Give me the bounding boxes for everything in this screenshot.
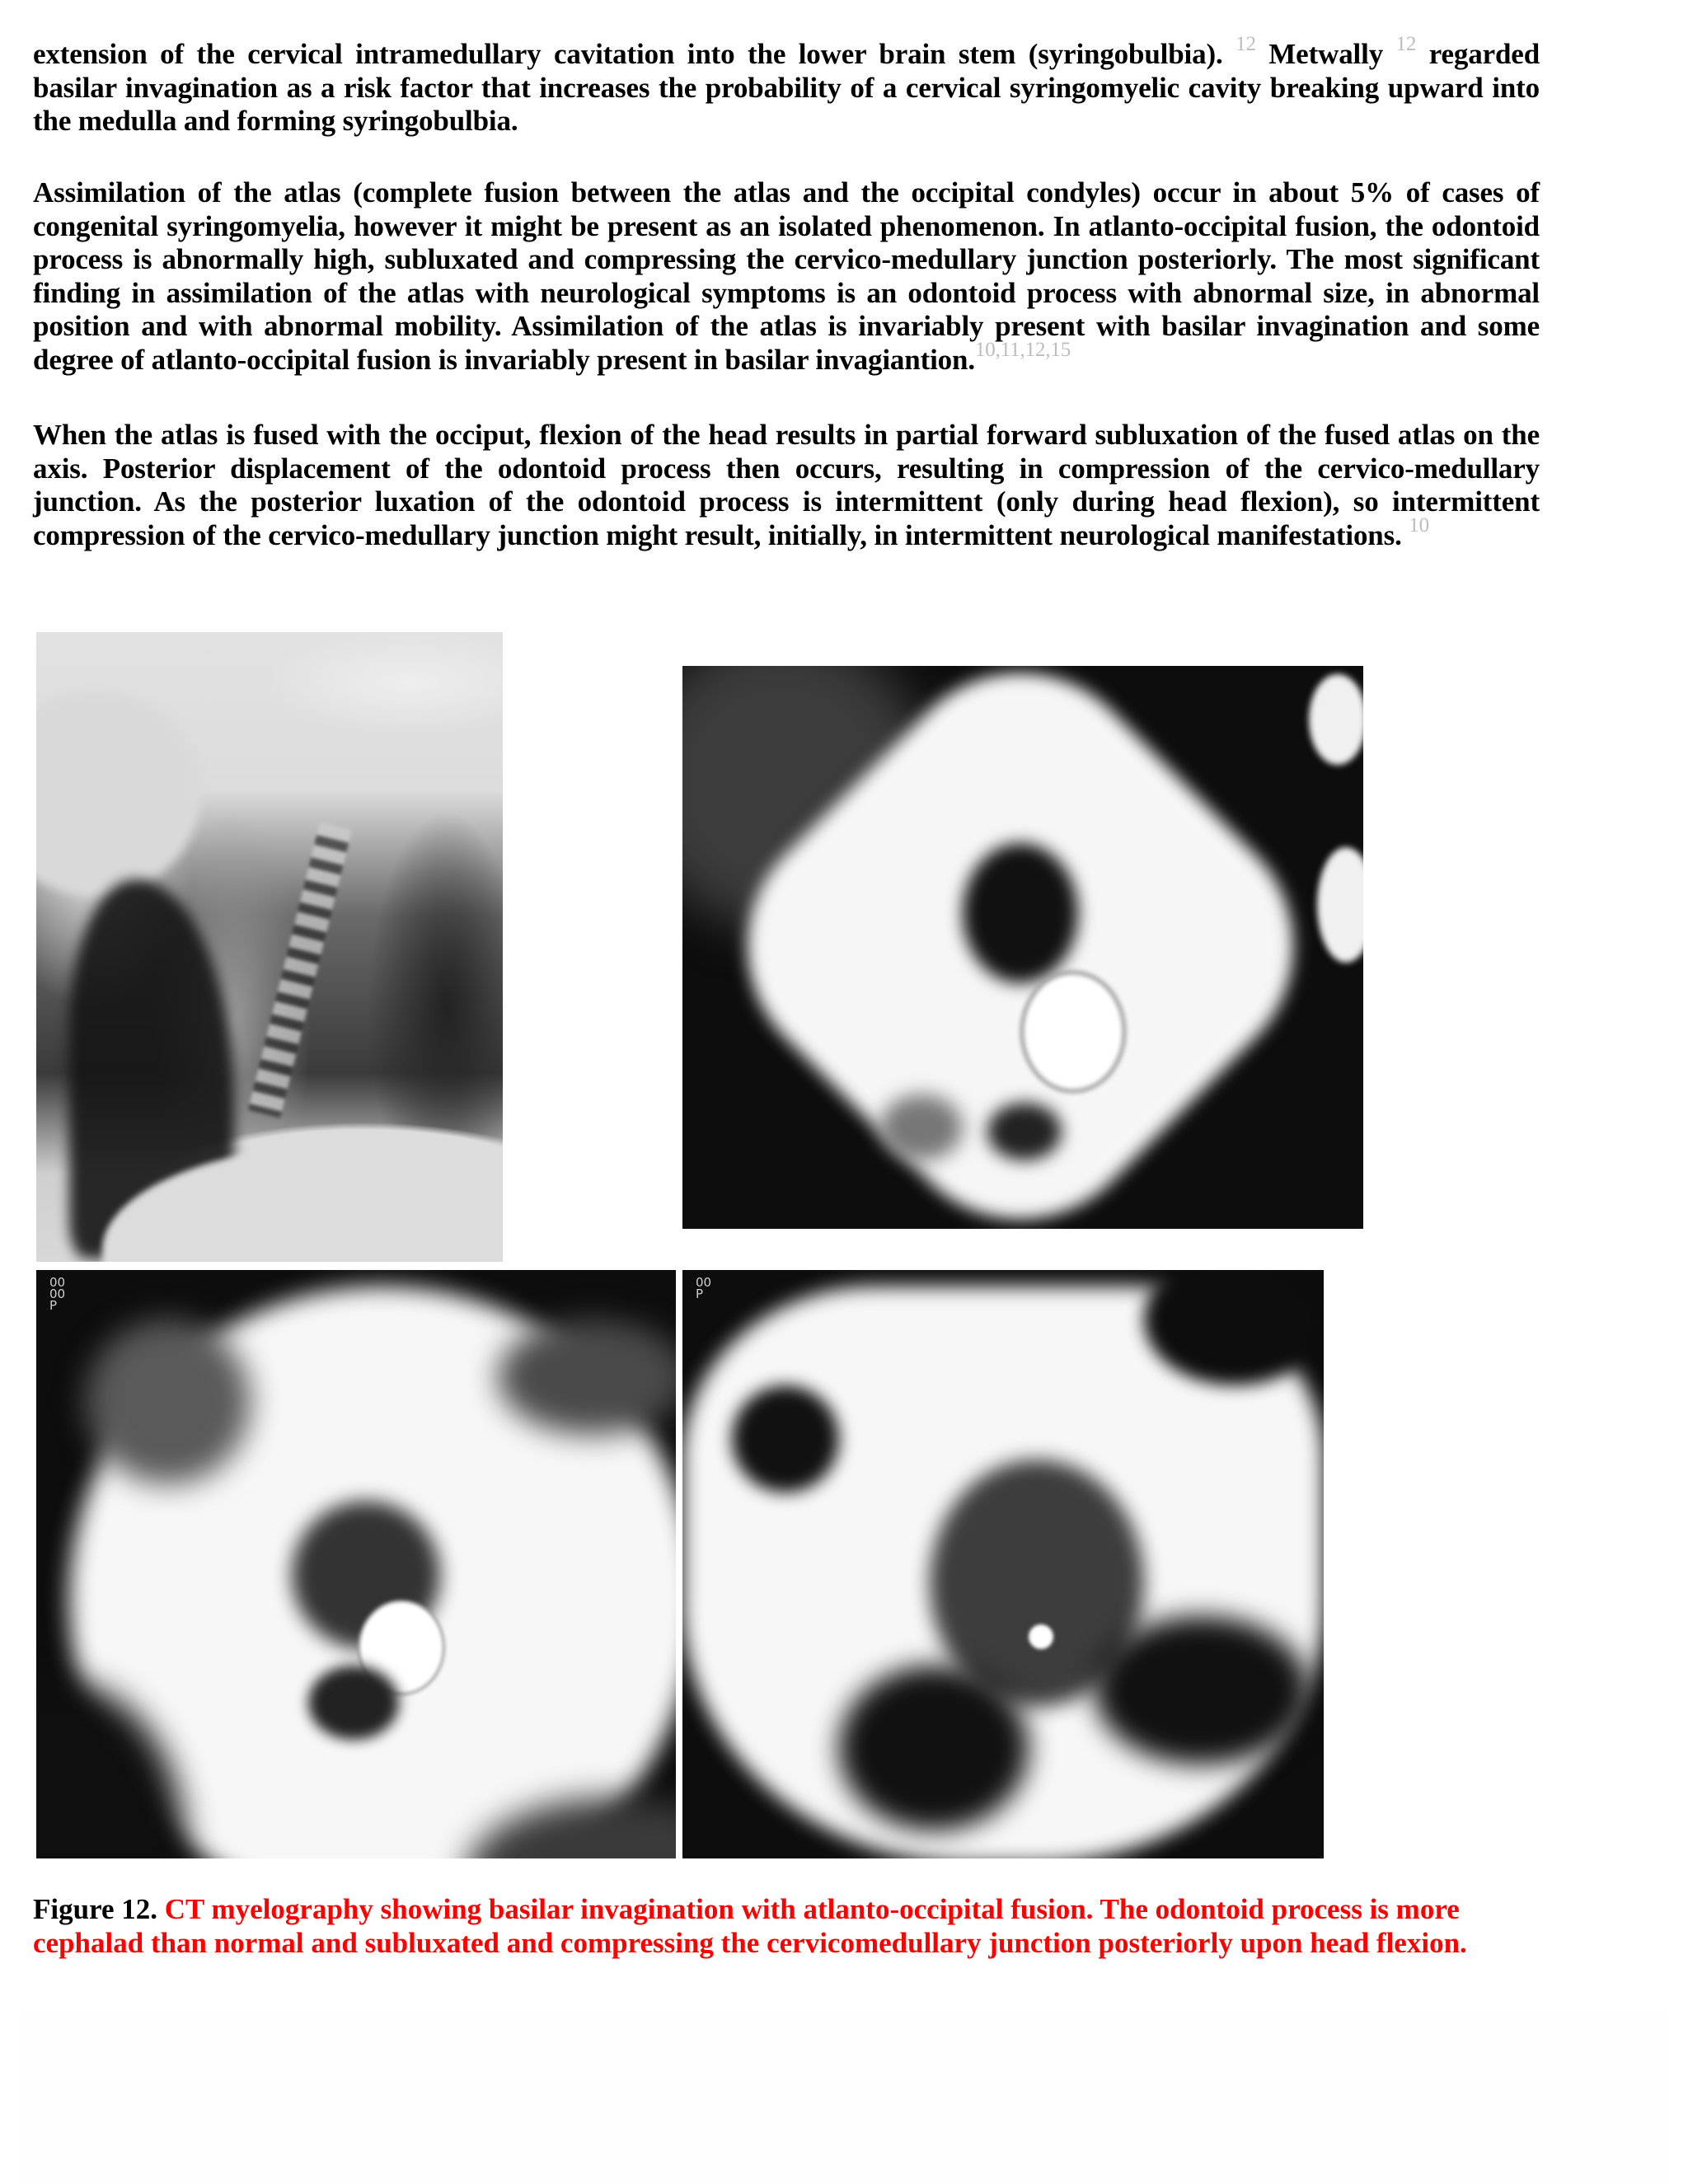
posterior-shadow xyxy=(308,1666,399,1740)
spinal-canal-shadow xyxy=(963,843,1078,983)
figure-caption xyxy=(33,1893,1540,1960)
axial-ct-myelography-image-1 xyxy=(682,666,1363,1229)
reference-citation: 10 xyxy=(1409,513,1429,537)
axial-ct-myelography-image-3 xyxy=(682,1270,1324,1858)
overlay-mark: 00 xyxy=(696,1275,712,1290)
posterior-shadow xyxy=(880,1094,963,1160)
cervical-spine-shadow xyxy=(248,823,352,1118)
odontoid-process-shape xyxy=(1020,971,1126,1093)
image-overlay-marks xyxy=(696,1277,711,1300)
reference-citation: 12 xyxy=(1236,33,1256,55)
blank-page-area xyxy=(25,2011,1665,2184)
soft-tissue-shadow xyxy=(732,1385,839,1493)
soft-tissue-shadow xyxy=(86,1319,251,1484)
figure-label: Figure 12. xyxy=(33,1893,158,1925)
reference-citation: 10,11,12,15 xyxy=(974,338,1071,361)
lateral-cervical-xray-image xyxy=(36,632,503,1262)
skull-shadow xyxy=(36,690,201,896)
bright-structure xyxy=(1317,847,1363,963)
reference-citation: 12 xyxy=(1395,33,1417,55)
paragraph-syringobulbia xyxy=(33,33,1540,138)
image-overlay-marks xyxy=(49,1277,65,1311)
paragraph-text: extension of the cervical intramedullary cavitation into the lower brain stem (syringobulbia). xyxy=(33,38,1236,70)
caption-text: CT myelography showing basilar invagination with atlanto-occipital fusion. The odontoid process is more cephalad than normal and subluxated and compressing the cervicomedullary junction posteriorly upon head flexion. xyxy=(33,1893,1467,1959)
posterior-shadow xyxy=(987,1103,1062,1160)
axial-ct-myelography-image-2 xyxy=(36,1270,676,1858)
paragraph-atlas-fused-occiput xyxy=(33,419,1540,552)
overlay-mark: 00 xyxy=(49,1286,66,1301)
cerebellar-shadow xyxy=(1095,1616,1309,1765)
paragraph-text: Assimilation of the atlas (complete fusion between the atlas and the occipital condyles) occur in about 5% of cases of congenital syringomyelia, however it might be present as an isolated phenomenon. In atlanto-occipital fusion, the odontoid process is abnormally high, subluxated and compressing the cervico-medullary junction posteriorly. The most significant finding in assimilation of the atlas with neurological symptoms is an odontoid process with abnormal size, in abnormal position and with abnormal mobility. Assimilation of the atlas is invariably present with basilar invagination and some degree of atlanto-occipital fusion is invariably present in basilar invagiantion. xyxy=(33,176,1540,376)
bright-structure xyxy=(1309,674,1363,765)
paragraph-text: Metwally xyxy=(1255,38,1396,70)
overlay-mark: 00 xyxy=(49,1275,66,1290)
paragraph-text: regarded basilar invagination as a risk factor that increases the probability of a cervical syringomyelic cavity breaking upward into the medulla and forming syringobulbia. xyxy=(33,38,1540,137)
paragraph-assimilation-of-atlas xyxy=(33,176,1540,377)
paragraph-text: When the atlas is fused with the occiput, flexion of the head results in partial forward subluxation of the fused atlas on the axis. Posterior displacement of the odontoid process then occurs, resulting in compression of the cervico-medullary junction. As the posterior luxation of the odontoid process is intermittent (only during head flexion), so intermittent compression of the cervico-medullary junction might result, initially, in intermittent neurological manifestations. xyxy=(33,419,1540,551)
soft-tissue-shadow xyxy=(498,1319,676,1435)
overlay-mark: P xyxy=(49,1298,58,1313)
overlay-mark: P xyxy=(696,1286,704,1301)
bright-dot xyxy=(1029,1624,1053,1649)
cerebellar-shadow xyxy=(839,1666,1029,1830)
